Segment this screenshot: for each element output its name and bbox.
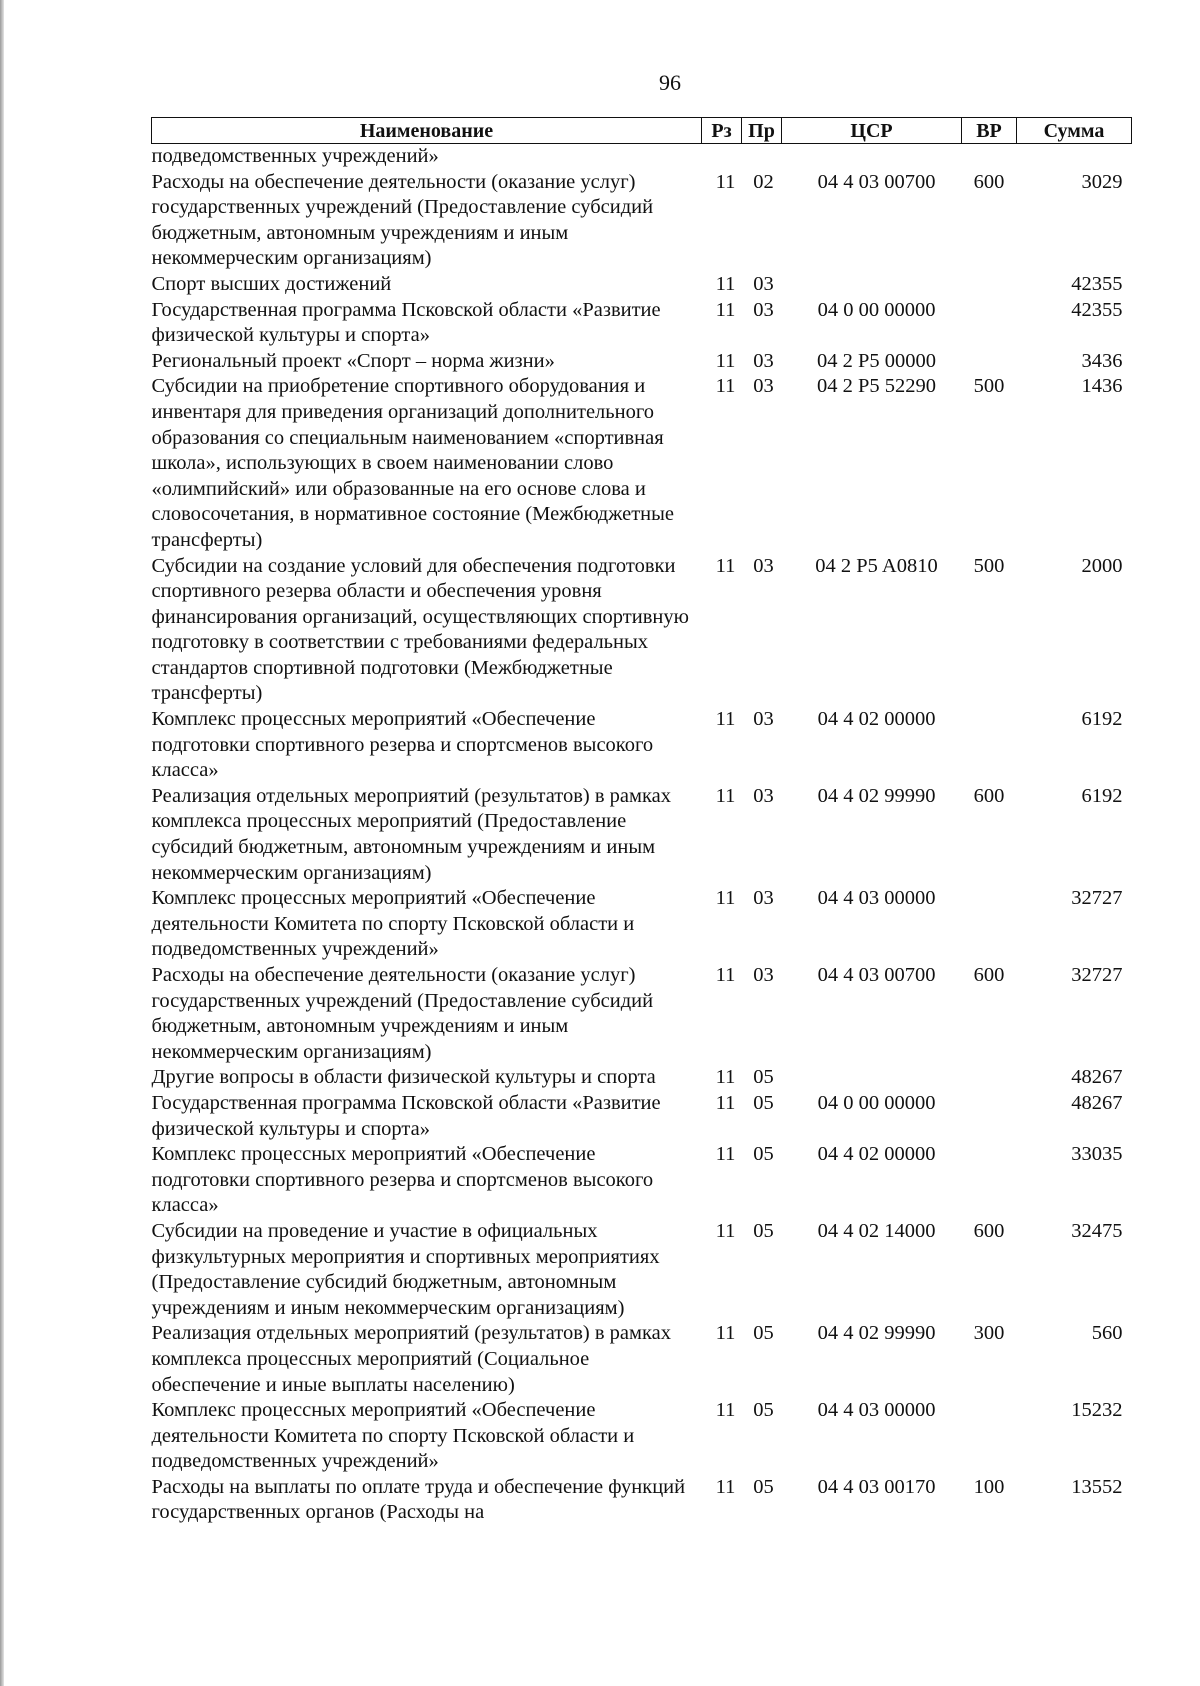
row-sum: 48267	[1071, 1091, 1123, 1114]
row-sum: 560	[1091, 1322, 1123, 1345]
row-sum	[1017, 144, 1132, 170]
table-row	[152, 707, 1132, 784]
row-pr: 05	[753, 1091, 774, 1114]
row-rz: 11	[715, 1066, 736, 1089]
row-pr: 03	[753, 887, 774, 910]
header-vr: ВР	[962, 118, 1017, 144]
row-rz: 11	[715, 170, 736, 193]
row-rz: 11	[715, 1091, 736, 1114]
row-name: Реализация отдельных мероприятий (результатов) в рамках комплекса процессных мероприятий (Предоставление субсидий бюджетным, автономным учреждениям и иным некоммерческим организациям)	[151, 784, 671, 884]
row-sum: 2000	[1081, 554, 1123, 577]
row-pr	[742, 144, 782, 170]
row-csr: 04 4 02 00000	[817, 708, 936, 731]
row-sum: 32727	[1071, 887, 1123, 910]
row-csr: 04 4 02 99990	[817, 784, 936, 807]
row-sum: 6192	[1081, 784, 1123, 807]
page-number: 96	[659, 70, 681, 95]
row-name: Реализация отдельных мероприятий (результатов) в рамках комплекса процессных мероприятий (Социальное обеспечение и иные выплаты населению)	[151, 1322, 671, 1396]
row-vr	[962, 272, 1017, 298]
row-name: Расходы на обеспечение деятельности (оказание услуг) государственных учреждений (Предоставление субсидий бюджетным, автономным учреждениям и иным некоммерческим организациям)	[151, 170, 654, 270]
row-pr: 03	[753, 349, 774, 372]
row-csr: 04 2 P5 A0810	[815, 554, 938, 577]
row-rz: 11	[715, 298, 736, 321]
row-rz: 11	[715, 554, 736, 577]
row-sum: 13552	[1071, 1475, 1123, 1498]
row-pr: 02	[753, 170, 774, 193]
row-vr	[962, 298, 1017, 349]
row-rz: 11	[715, 349, 736, 372]
row-name: Комплекс процессных мероприятий «Обеспечение подготовки спортивного резерва и спортсменов высокого класса»	[151, 1143, 654, 1217]
header-rz: Рз	[702, 118, 742, 144]
row-pr: 03	[753, 554, 774, 577]
row-rz: 11	[715, 1219, 736, 1242]
row-rz: 11	[715, 1143, 736, 1166]
row-name: Государственная программа Псковской области «Развитие физической культуры и спорта»	[151, 298, 661, 347]
row-vr: 100	[973, 1475, 1005, 1498]
row-vr: 600	[973, 964, 1005, 986]
row-sum: 42355	[1071, 272, 1123, 295]
scan-edge	[0, 0, 4, 1686]
table-row	[152, 1142, 1132, 1219]
row-name: Расходы на обеспечение деятельности (оказание услуг) государственных учреждений (Предоставление субсидий бюджетным, автономным учреждениям и иным некоммерческим организациям)	[151, 964, 654, 1063]
row-rz	[702, 144, 742, 170]
header-csr: ЦСР	[782, 118, 962, 144]
row-pr: 03	[753, 272, 774, 295]
row-sum: 1436	[1081, 375, 1123, 398]
row-pr: 05	[753, 1219, 774, 1242]
row-sum: 6192	[1081, 708, 1123, 731]
row-vr: 300	[973, 1322, 1005, 1345]
table-row	[152, 144, 1132, 170]
row-sum: 3436	[1081, 349, 1123, 372]
table-row	[152, 170, 1132, 272]
header-row	[152, 118, 1132, 144]
budget-table	[151, 117, 1132, 1526]
row-vr: 500	[973, 554, 1005, 577]
table-row	[152, 272, 1132, 298]
row-sum: 32475	[1071, 1219, 1123, 1242]
row-name: Государственная программа Псковской области «Развитие физической культуры и спорта»	[151, 1091, 661, 1140]
row-csr	[782, 144, 962, 170]
row-csr: 04 4 03 00700	[817, 170, 936, 193]
row-pr: 03	[753, 964, 774, 986]
table-row	[152, 349, 1132, 375]
row-pr: 05	[753, 1475, 774, 1498]
row-name: Другие вопросы в области физической культуры и спорта	[151, 1066, 656, 1089]
table-row	[152, 298, 1132, 349]
table-header	[152, 118, 1132, 144]
row-csr: 04 2 P5 00000	[816, 349, 937, 372]
row-csr: 04 4 02 99990	[817, 1322, 936, 1345]
row-rz: 11	[715, 1399, 736, 1422]
table-row	[152, 1065, 1132, 1091]
header-sum: Сумма	[1017, 118, 1132, 144]
row-pr: 03	[753, 298, 774, 321]
table-row	[152, 554, 1132, 708]
row-name: подведомственных учреждений»	[151, 145, 439, 167]
table-row	[152, 374, 1132, 553]
row-pr: 05	[753, 1322, 774, 1345]
row-vr	[962, 144, 1017, 170]
row-csr: 04 4 03 00000	[817, 1399, 936, 1422]
row-vr: 500	[973, 375, 1005, 398]
row-pr: 05	[753, 1143, 774, 1166]
row-name: Субсидии на проведение и участие в официальных физкультурных мероприятия и спортивных мероприятиях (Предоставление субсидий бюджетным, автономным учреждениям и иным некоммерческим организациям)	[151, 1219, 660, 1319]
row-csr: 04 4 02 00000	[817, 1143, 936, 1166]
row-rz: 11	[715, 272, 736, 295]
row-sum: 3029	[1081, 170, 1123, 193]
row-sum: 32727	[1071, 964, 1123, 986]
row-rz: 11	[715, 964, 736, 986]
row-vr: 600	[973, 784, 1005, 807]
row-vr	[962, 1142, 1017, 1219]
row-name: Субсидии на создание условий для обеспечения подготовки спортивного резерва области и обеспечения уровня финансирования организаций, осуществляющих спортивную подготовку в соответствии с требованиями федеральных стандартов спортивной подготовки (Межбюджетные трансферты)	[151, 554, 689, 705]
header-name: Наименование	[152, 118, 702, 144]
row-name: Региональный проект «Спорт – норма жизни»	[151, 349, 555, 372]
row-pr: 05	[753, 1399, 774, 1422]
row-rz: 11	[715, 708, 736, 731]
row-name: Субсидии на приобретение спортивного оборудования и инвентаря для приведения организаций дополнительного образования со специальным наименованием «спортивная школа», использующих в своем наименовании слово «олимпийский» или образованные на его основе слова и словосочетания, в нормативное состояние (Межбюджетные трансферты)	[151, 375, 675, 551]
row-csr: 04 4 03 00700	[817, 964, 936, 986]
row-pr: 05	[753, 1066, 774, 1089]
row-rz: 11	[715, 1475, 736, 1498]
row-sum: 42355	[1071, 298, 1123, 321]
row-csr: 04 2 P5 52290	[816, 375, 937, 398]
row-pr: 03	[753, 375, 774, 398]
table-row	[152, 886, 1132, 963]
table-row	[152, 1219, 1132, 1321]
row-vr	[962, 1398, 1017, 1475]
row-csr: 04 0 00 00000	[817, 298, 936, 321]
row-vr	[962, 1065, 1017, 1091]
row-csr: 04 4 02 14000	[817, 1219, 936, 1242]
header-pr: Пр	[742, 118, 782, 144]
table-body	[152, 144, 1132, 1527]
row-csr: 04 0 00 00000	[817, 1091, 936, 1114]
table-row	[152, 1398, 1132, 1475]
row-rz: 11	[715, 1322, 736, 1345]
table-row	[152, 1091, 1132, 1142]
row-vr	[962, 886, 1017, 963]
row-pr: 03	[753, 708, 774, 731]
row-pr: 03	[753, 784, 774, 807]
table-row	[152, 1475, 1132, 1526]
row-vr	[962, 707, 1017, 784]
table-row	[152, 784, 1132, 886]
row-csr: 04 4 03 00170	[817, 1475, 936, 1498]
row-sum: 15232	[1071, 1399, 1123, 1422]
row-vr	[962, 349, 1017, 375]
row-name: Расходы на выплаты по оплате труда и обеспечение функций государственных органов (Расходы на	[151, 1475, 686, 1524]
table-row	[152, 1321, 1132, 1398]
row-csr: 04 4 03 00000	[817, 887, 936, 910]
row-vr: 600	[973, 170, 1005, 193]
row-sum: 48267	[1071, 1066, 1123, 1089]
table-row	[152, 963, 1132, 1065]
row-rz: 11	[715, 784, 736, 807]
row-name: Комплекс процессных мероприятий «Обеспечение деятельности Комитета по спорту Псковской области и подведомственных учреждений»	[151, 1399, 635, 1473]
row-vr: 600	[973, 1219, 1005, 1242]
row-csr	[782, 1065, 962, 1091]
row-sum: 33035	[1071, 1143, 1123, 1166]
row-name: Комплекс процессных мероприятий «Обеспечение подготовки спортивного резерва и спортсменов высокого класса»	[151, 708, 654, 782]
row-csr	[782, 272, 962, 298]
row-name: Комплекс процессных мероприятий «Обеспечение деятельности Комитета по спорту Псковской области и подведомственных учреждений»	[151, 887, 635, 961]
row-vr	[962, 1091, 1017, 1142]
row-name: Спорт высших достижений	[151, 272, 392, 295]
row-rz: 11	[715, 375, 736, 398]
row-rz: 11	[715, 887, 736, 910]
